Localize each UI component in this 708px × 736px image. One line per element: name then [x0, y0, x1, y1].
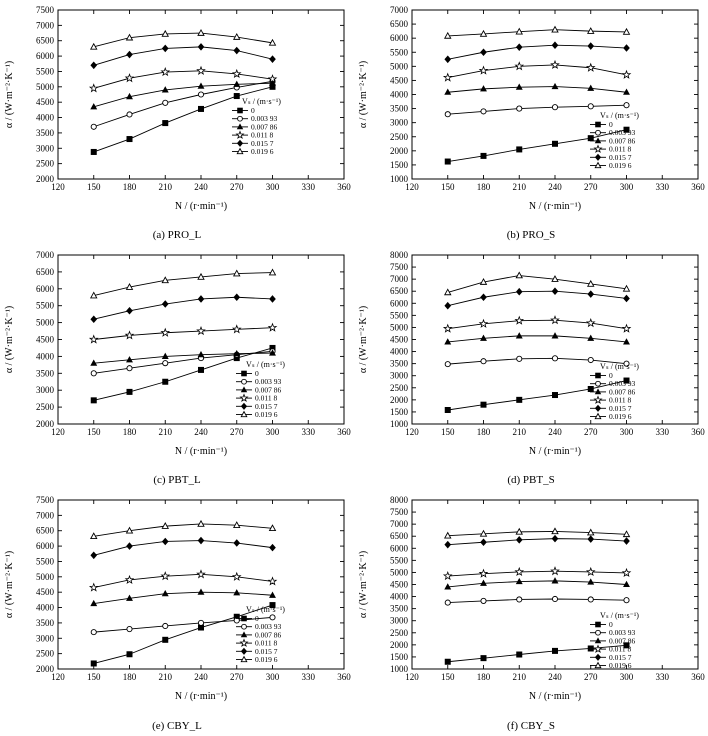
- svg-text:270: 270: [584, 672, 598, 682]
- plot-f: [354, 490, 708, 705]
- data-point-marker: [481, 656, 486, 661]
- svg-text:300: 300: [619, 427, 634, 437]
- chart-svg: [0, 0, 354, 215]
- data-point-marker: [588, 357, 593, 362]
- svg-text:300: 300: [619, 672, 634, 682]
- svg-text:3000: 3000: [390, 117, 408, 128]
- data-point-marker: [445, 659, 450, 664]
- svg-text:4000: 4000: [36, 602, 54, 613]
- svg-text:6500: 6500: [36, 266, 54, 277]
- svg-text:270: 270: [584, 427, 598, 437]
- data-point-marker: [445, 407, 450, 412]
- svg-text:6000: 6000: [36, 283, 54, 294]
- data-point-marker: [163, 623, 168, 628]
- svg-text:330: 330: [301, 182, 315, 192]
- svg-text:3000: 3000: [36, 143, 54, 154]
- chart-svg: [354, 0, 708, 215]
- data-point-marker: [588, 597, 593, 602]
- svg-text:210: 210: [158, 672, 172, 682]
- svg-text:0.015 7: 0.015 7: [251, 138, 274, 148]
- svg-text:150: 150: [87, 182, 101, 192]
- data-point-marker: [163, 100, 168, 105]
- svg-text:270: 270: [230, 672, 244, 682]
- data-point-marker: [198, 92, 203, 97]
- svg-text:3500: 3500: [390, 103, 408, 114]
- svg-text:240: 240: [548, 672, 562, 682]
- data-point-marker: [552, 356, 557, 361]
- svg-text:360: 360: [337, 427, 351, 437]
- caption-f: (f) CBY_S: [507, 720, 555, 732]
- svg-text:6000: 6000: [36, 51, 54, 62]
- svg-text:7500: 7500: [36, 495, 54, 505]
- x-axis-label: N / (r·min⁻¹): [174, 691, 228, 702]
- data-point-marker: [588, 104, 593, 109]
- svg-text:6500: 6500: [36, 35, 54, 46]
- data-point-marker: [481, 153, 486, 158]
- y-axis-label: α / (W·m⁻²·K⁻¹): [358, 305, 369, 374]
- chart-svg: [354, 490, 708, 705]
- svg-text:4500: 4500: [36, 334, 54, 345]
- data-point-marker: [234, 93, 239, 98]
- svg-text:240: 240: [194, 672, 208, 682]
- y-axis-label: α / (W·m⁻²·K⁻¹): [4, 550, 15, 619]
- chart-panel-a: [0, 0, 354, 245]
- chart-svg: [0, 490, 354, 705]
- svg-text:6500: 6500: [390, 531, 408, 542]
- svg-text:0.007 86: 0.007 86: [251, 122, 278, 132]
- plot-d: [354, 245, 708, 460]
- data-point-marker: [127, 136, 132, 141]
- data-point-marker: [127, 366, 132, 371]
- svg-text:8000: 8000: [390, 250, 408, 260]
- svg-text:7000: 7000: [390, 5, 408, 15]
- caption-e: (e) CBY_L: [152, 720, 202, 732]
- svg-text:0.007 86: 0.007 86: [255, 630, 282, 640]
- svg-text:7000: 7000: [36, 250, 54, 260]
- svg-text:2000: 2000: [36, 174, 54, 184]
- data-point-marker: [91, 149, 96, 154]
- svg-text:0.019 6: 0.019 6: [609, 661, 632, 670]
- y-axis-label: α / (W·m⁻²·K⁻¹): [358, 60, 369, 129]
- data-point-marker: [127, 112, 132, 117]
- svg-text:210: 210: [158, 182, 172, 192]
- svg-text:150: 150: [441, 672, 455, 682]
- data-point-marker: [552, 596, 557, 601]
- svg-text:3000: 3000: [390, 370, 408, 381]
- svg-text:240: 240: [548, 427, 562, 437]
- svg-text:1000: 1000: [390, 174, 408, 184]
- svg-text:4000: 4000: [390, 346, 408, 357]
- svg-text:270: 270: [230, 427, 244, 437]
- data-point-marker: [127, 389, 132, 394]
- y-axis-label: α / (W·m⁻²·K⁻¹): [358, 550, 369, 619]
- svg-text:0.011 8: 0.011 8: [251, 130, 274, 140]
- svg-text:0.019 6: 0.019 6: [609, 161, 632, 170]
- chart-svg: [354, 245, 708, 460]
- svg-text:0.015 7: 0.015 7: [609, 403, 632, 413]
- data-point-marker: [445, 600, 450, 605]
- caption-a: (a) PRO_L: [152, 229, 202, 241]
- svg-text:0.007 86: 0.007 86: [609, 387, 636, 397]
- svg-text:270: 270: [230, 182, 244, 192]
- svg-text:360: 360: [691, 182, 705, 192]
- svg-text:6000: 6000: [390, 33, 408, 44]
- svg-text:330: 330: [655, 672, 669, 682]
- chart-panel-d: [354, 245, 708, 490]
- svg-text:300: 300: [619, 182, 634, 192]
- caption-b: (b) PRO_S: [506, 229, 556, 241]
- data-point-marker: [163, 379, 168, 384]
- svg-text:240: 240: [194, 427, 208, 437]
- svg-text:4000: 4000: [36, 351, 54, 362]
- data-point-marker: [552, 141, 557, 146]
- svg-text:8000: 8000: [390, 495, 408, 505]
- svg-text:180: 180: [122, 672, 137, 682]
- svg-text:0.019 6: 0.019 6: [609, 412, 632, 421]
- svg-text:240: 240: [548, 182, 562, 192]
- data-point-marker: [270, 615, 275, 620]
- data-point-marker: [588, 386, 593, 391]
- svg-text:5000: 5000: [390, 61, 408, 72]
- svg-text:0.011 8: 0.011 8: [609, 644, 632, 654]
- svg-text:330: 330: [655, 427, 669, 437]
- svg-text:0.003 93: 0.003 93: [609, 379, 636, 389]
- svg-text:5000: 5000: [390, 322, 408, 333]
- svg-text:120: 120: [405, 427, 419, 437]
- svg-text:210: 210: [512, 182, 526, 192]
- svg-text:5500: 5500: [36, 556, 54, 567]
- data-point-marker: [552, 392, 557, 397]
- svg-text:1500: 1500: [390, 651, 408, 662]
- svg-text:0.011 8: 0.011 8: [609, 395, 632, 405]
- svg-text:330: 330: [655, 182, 669, 192]
- svg-text:210: 210: [512, 427, 526, 437]
- svg-text:0.019 6: 0.019 6: [255, 410, 278, 419]
- svg-text:120: 120: [405, 672, 419, 682]
- svg-text:360: 360: [337, 182, 351, 192]
- svg-text:0: 0: [255, 369, 259, 378]
- data-point-marker: [198, 367, 203, 372]
- svg-text:2000: 2000: [390, 145, 408, 156]
- svg-text:Vₛ / (m·s⁻¹): Vₛ / (m·s⁻¹): [600, 111, 639, 120]
- caption-c: (c) PBT_L: [153, 474, 201, 486]
- svg-text:0.003 93: 0.003 93: [255, 377, 282, 387]
- svg-text:4500: 4500: [390, 334, 408, 345]
- svg-text:180: 180: [122, 182, 137, 192]
- data-point-marker: [517, 106, 522, 111]
- svg-text:210: 210: [512, 672, 526, 682]
- svg-text:2000: 2000: [36, 664, 54, 674]
- svg-text:0.007 86: 0.007 86: [609, 136, 636, 146]
- svg-text:270: 270: [584, 182, 598, 192]
- svg-text:150: 150: [441, 427, 455, 437]
- data-point-marker: [127, 626, 132, 631]
- svg-text:3000: 3000: [36, 633, 54, 644]
- svg-text:0.003 93: 0.003 93: [609, 628, 636, 638]
- svg-text:180: 180: [122, 427, 137, 437]
- svg-text:0.003 93: 0.003 93: [609, 128, 636, 138]
- svg-text:6000: 6000: [390, 298, 408, 309]
- data-point-marker: [624, 103, 629, 108]
- data-point-marker: [445, 112, 450, 117]
- svg-text:1500: 1500: [390, 406, 408, 417]
- svg-text:0.015 7: 0.015 7: [609, 152, 632, 162]
- svg-text:Vₛ / (m·s⁻¹): Vₛ / (m·s⁻¹): [600, 611, 639, 620]
- svg-text:150: 150: [87, 427, 101, 437]
- svg-text:5500: 5500: [390, 47, 408, 58]
- data-point-marker: [163, 120, 168, 125]
- data-point-marker: [588, 136, 593, 141]
- caption-d: (d) PBT_S: [507, 474, 555, 486]
- svg-text:7500: 7500: [390, 262, 408, 273]
- svg-text:330: 330: [301, 427, 315, 437]
- svg-text:330: 330: [301, 672, 315, 682]
- data-point-marker: [481, 359, 486, 364]
- svg-text:240: 240: [194, 182, 208, 192]
- svg-text:0: 0: [609, 620, 613, 629]
- svg-text:2000: 2000: [390, 394, 408, 405]
- svg-text:0.019 6: 0.019 6: [255, 655, 278, 664]
- svg-text:3500: 3500: [36, 617, 54, 628]
- svg-text:300: 300: [265, 182, 280, 192]
- svg-text:3500: 3500: [36, 368, 54, 379]
- svg-text:7000: 7000: [36, 510, 54, 521]
- svg-text:300: 300: [265, 672, 280, 682]
- svg-text:0: 0: [251, 106, 255, 115]
- svg-text:6000: 6000: [36, 541, 54, 552]
- svg-text:0.003 93: 0.003 93: [255, 622, 282, 632]
- svg-text:360: 360: [691, 672, 705, 682]
- data-point-marker: [517, 652, 522, 657]
- data-point-marker: [517, 397, 522, 402]
- svg-text:5500: 5500: [390, 310, 408, 321]
- chart-svg: [0, 245, 354, 460]
- svg-text:7000: 7000: [390, 274, 408, 285]
- data-point-marker: [91, 124, 96, 129]
- svg-text:0.011 8: 0.011 8: [255, 638, 278, 648]
- data-point-marker: [91, 661, 96, 666]
- svg-text:4000: 4000: [390, 591, 408, 602]
- svg-text:0.019 6: 0.019 6: [251, 147, 274, 156]
- svg-text:7000: 7000: [390, 519, 408, 530]
- data-point-marker: [91, 371, 96, 376]
- data-point-marker: [481, 109, 486, 114]
- svg-text:2500: 2500: [390, 382, 408, 393]
- svg-text:360: 360: [337, 672, 351, 682]
- svg-text:4500: 4500: [390, 75, 408, 86]
- svg-text:2500: 2500: [36, 402, 54, 413]
- svg-text:0: 0: [609, 120, 613, 129]
- chart-panel-f: [354, 490, 708, 736]
- svg-text:4500: 4500: [36, 97, 54, 108]
- svg-text:5000: 5000: [390, 567, 408, 578]
- svg-text:Vₛ / (m·s⁻¹): Vₛ / (m·s⁻¹): [600, 362, 639, 371]
- svg-text:4000: 4000: [390, 89, 408, 100]
- svg-text:4500: 4500: [36, 587, 54, 598]
- svg-text:180: 180: [476, 182, 491, 192]
- svg-text:5000: 5000: [36, 571, 54, 582]
- y-axis-label: α / (W·m⁻²·K⁻¹): [4, 305, 15, 374]
- svg-text:2500: 2500: [390, 131, 408, 142]
- data-point-marker: [198, 620, 203, 625]
- y-axis-label: α / (W·m⁻²·K⁻¹): [4, 60, 15, 129]
- svg-text:Vₛ / (m·s⁻¹): Vₛ / (m·s⁻¹): [246, 605, 285, 614]
- data-point-marker: [198, 106, 203, 111]
- svg-text:5000: 5000: [36, 317, 54, 328]
- svg-text:1000: 1000: [390, 664, 408, 674]
- svg-text:2000: 2000: [36, 419, 54, 429]
- svg-text:0.015 7: 0.015 7: [609, 652, 632, 662]
- svg-text:7500: 7500: [36, 5, 54, 15]
- svg-text:300: 300: [265, 427, 280, 437]
- x-axis-label: N / (r·min⁻¹): [528, 691, 582, 702]
- svg-text:210: 210: [158, 427, 172, 437]
- svg-text:120: 120: [51, 182, 65, 192]
- svg-text:0.011 8: 0.011 8: [609, 144, 632, 154]
- data-point-marker: [445, 159, 450, 164]
- x-axis-label: N / (r·min⁻¹): [174, 446, 228, 457]
- svg-text:2500: 2500: [36, 648, 54, 659]
- svg-text:6500: 6500: [390, 19, 408, 30]
- svg-text:0.007 86: 0.007 86: [609, 636, 636, 646]
- data-point-marker: [552, 105, 557, 110]
- plot-b: [354, 0, 708, 215]
- svg-text:0.015 7: 0.015 7: [255, 401, 278, 411]
- svg-text:5500: 5500: [36, 300, 54, 311]
- svg-text:120: 120: [405, 182, 419, 192]
- svg-text:180: 180: [476, 672, 491, 682]
- data-point-marker: [517, 597, 522, 602]
- svg-text:150: 150: [441, 182, 455, 192]
- x-axis-label: N / (r·min⁻¹): [528, 201, 582, 212]
- svg-text:0.011 8: 0.011 8: [255, 393, 278, 403]
- svg-text:0: 0: [609, 371, 613, 380]
- x-axis-label: N / (r·min⁻¹): [528, 446, 582, 457]
- svg-text:120: 120: [51, 427, 65, 437]
- data-point-marker: [588, 646, 593, 651]
- data-point-marker: [517, 147, 522, 152]
- svg-text:6500: 6500: [390, 286, 408, 297]
- svg-text:120: 120: [51, 672, 65, 682]
- chart-panel-e: [0, 490, 354, 736]
- svg-text:1500: 1500: [390, 159, 408, 170]
- svg-text:5500: 5500: [390, 555, 408, 566]
- svg-text:0.007 86: 0.007 86: [255, 385, 282, 395]
- svg-text:0: 0: [255, 614, 259, 623]
- data-point-marker: [91, 398, 96, 403]
- svg-text:0.015 7: 0.015 7: [255, 646, 278, 656]
- chart-panel-c: [0, 245, 354, 490]
- data-point-marker: [163, 361, 168, 366]
- data-point-marker: [624, 598, 629, 603]
- svg-text:2500: 2500: [36, 158, 54, 169]
- svg-text:2000: 2000: [390, 639, 408, 650]
- data-point-marker: [481, 402, 486, 407]
- svg-text:6000: 6000: [390, 543, 408, 554]
- svg-text:Vₛ / (m·s⁻¹): Vₛ / (m·s⁻¹): [246, 360, 285, 369]
- chart-panel-b: [354, 0, 708, 245]
- svg-text:6500: 6500: [36, 525, 54, 536]
- svg-text:5500: 5500: [36, 66, 54, 77]
- plot-c: [0, 245, 354, 460]
- svg-text:3500: 3500: [390, 603, 408, 614]
- svg-text:150: 150: [87, 672, 101, 682]
- svg-text:Vₛ / (m·s⁻¹): Vₛ / (m·s⁻¹): [242, 97, 281, 106]
- svg-text:4500: 4500: [390, 579, 408, 590]
- plot-a: [0, 0, 354, 215]
- data-point-marker: [91, 630, 96, 635]
- svg-text:3000: 3000: [390, 615, 408, 626]
- svg-text:7000: 7000: [36, 20, 54, 31]
- svg-text:3000: 3000: [36, 385, 54, 396]
- data-point-marker: [517, 356, 522, 361]
- svg-text:7500: 7500: [390, 507, 408, 518]
- svg-text:180: 180: [476, 427, 491, 437]
- svg-text:3500: 3500: [390, 358, 408, 369]
- data-point-marker: [481, 598, 486, 603]
- svg-text:1000: 1000: [390, 419, 408, 429]
- svg-text:2500: 2500: [390, 627, 408, 638]
- data-point-marker: [163, 637, 168, 642]
- data-point-marker: [445, 362, 450, 367]
- svg-text:0.003 93: 0.003 93: [251, 114, 278, 124]
- data-point-marker: [127, 652, 132, 657]
- svg-text:360: 360: [691, 427, 705, 437]
- plot-e: [0, 490, 354, 705]
- svg-text:3500: 3500: [36, 127, 54, 138]
- data-point-marker: [552, 648, 557, 653]
- svg-text:4000: 4000: [36, 112, 54, 123]
- x-axis-label: N / (r·min⁻¹): [174, 201, 228, 212]
- svg-text:5000: 5000: [36, 81, 54, 92]
